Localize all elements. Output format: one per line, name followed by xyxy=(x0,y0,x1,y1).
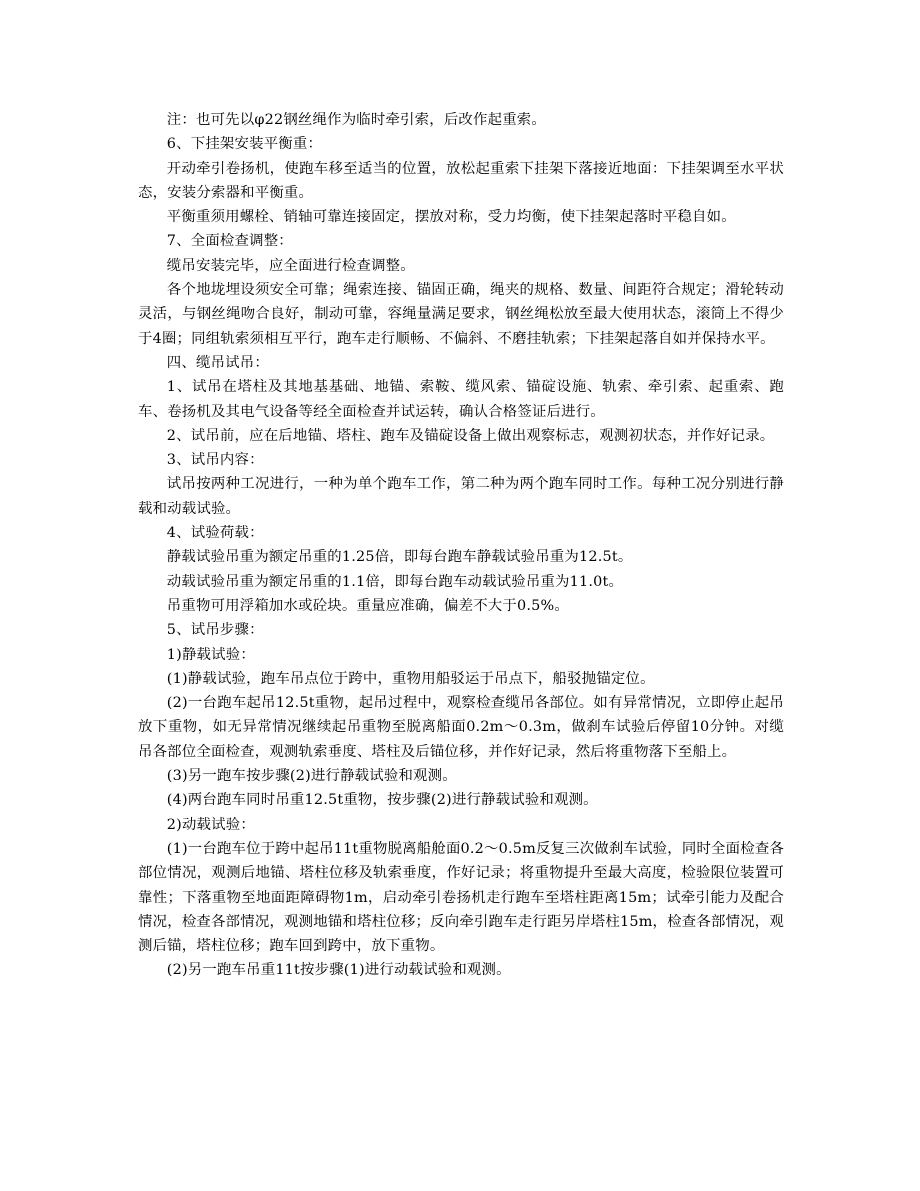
body-paragraph: 动载试验吊重为额定吊重的1.1倍，即每台跑车动载试验吊重为11.0t。 xyxy=(166,573,624,590)
step-paragraph: (2)一台跑车起吊12.5t重物，起吊过程中，观察检查缆吊各部位。如有异常情况，立即停止起吊放下重物，如无异常情况继续起吊重物至脱离船面0.2m～0.3m，做刹车试验后停留10分钟。对缆吊各部位全面检查，观测轨索垂度、塔柱及后锚位移，并作好记录，然后将重物落下至船上。 xyxy=(138,695,784,760)
section-heading: 6、下挂架安装平衡重： xyxy=(166,136,323,153)
body-paragraph: 各个地垅埋设须安全可靠；绳索连接、锚固正确，绳夹的规格、数量、间距符合规定；滑轮转动灵活，与钢丝绳吻合良好，制动可靠，容绳量满足要求，钢丝绳松放至最大使用状态，滚筒上不得少于4圈；同组轨索须相互平行，跑车走行顺畅、不偏斜、不磨挂轨索；下挂架起落自如并保持水平。 xyxy=(138,282,784,347)
step-paragraph: (4)两台跑车同时吊重12.5t重物，按步骤(2)进行静载试验和观测。 xyxy=(166,792,598,809)
body-paragraph: 吊重物可用浮箱加水或砼块。重量应准确，偏差不大于0.5%。 xyxy=(166,597,569,614)
document-body xyxy=(138,108,784,983)
subsection-heading: 2)动载试验： xyxy=(166,816,255,833)
body-paragraph: 试吊按两种工况进行，一种为单个跑车工作，第二种为两个跑车同时工作。每种工况分别进行静载和动载试验。 xyxy=(138,476,784,517)
subsection-heading: 1)静载试验： xyxy=(166,646,255,663)
note-paragraph: 注：也可先以φ22钢丝绳作为临时牵引索，后改作起重索。 xyxy=(166,112,546,128)
section-heading: 5、试吊步骤： xyxy=(166,622,264,639)
chapter-heading: 四、缆吊试吊： xyxy=(166,354,269,371)
section-heading: 3、试吊内容： xyxy=(166,452,264,469)
step-paragraph: (1)一台跑车位于跨中起吊11t重物脱离船舱面0.2～0.5m反复三次做刹车试验，同时全面检查各部位情况，观测后地锚、塔柱位移及轨索垂度，作好记录；将重物提升至最大高度，检验限位装置可靠性；下落重物至地面距障碍物1m，启动牵引卷扬机走行跑车至塔柱距离15m；试牵引能力及配合情况，检查各部情况，观测地锚和塔柱位移；反向牵引跑车走行距另岸塔柱15m，检查各部情况，观测后锚，塔柱位移；跑车回到跨中，放下重物。 xyxy=(138,840,784,955)
body-paragraph: 平衡重须用螺栓、销轴可靠连接固定，摆放对称，受力均衡，使下挂架起落时平稳自如。 xyxy=(166,209,736,226)
step-paragraph: (3)另一跑车按步骤(2)进行静载试验和观测。 xyxy=(166,768,457,785)
body-paragraph: 1、试吊在塔柱及其地基基础、地锚、索鞍、缆风索、锚碇设施、轨索、牵引索、起重索、跑车、卷扬机及其电气设备等经全面检查并试运转，确认合格签证后进行。 xyxy=(138,379,784,420)
body-paragraph: 开动牵引卷扬机，使跑车移至适当的位置，放松起重索下挂架下落接近地面：下挂架调至水平状态，安装分索器和平衡重。 xyxy=(138,160,784,201)
body-paragraph: 2、试吊前，应在后地锚、塔柱、跑车及锚碇设备上做出观察标志，观测初状态，并作好记录。 xyxy=(166,427,775,444)
step-paragraph: (2)另一跑车吊重11t按步骤(1)进行动载试验和观测。 xyxy=(166,962,511,979)
body-paragraph: 缆吊安装完毕，应全面进行检查调整。 xyxy=(166,257,415,274)
body-paragraph: 静载试验吊重为额定吊重的1.25倍，即每台跑车静载试验吊重为12.5t。 xyxy=(166,549,633,566)
section-heading: 7、全面检查调整： xyxy=(166,233,293,250)
section-heading: 4、试验荷载： xyxy=(166,525,264,542)
step-paragraph: (1)静载试验，跑车吊点位于跨中，重物用船驳运于吊点下，船驳抛锚定位。 xyxy=(166,670,655,687)
